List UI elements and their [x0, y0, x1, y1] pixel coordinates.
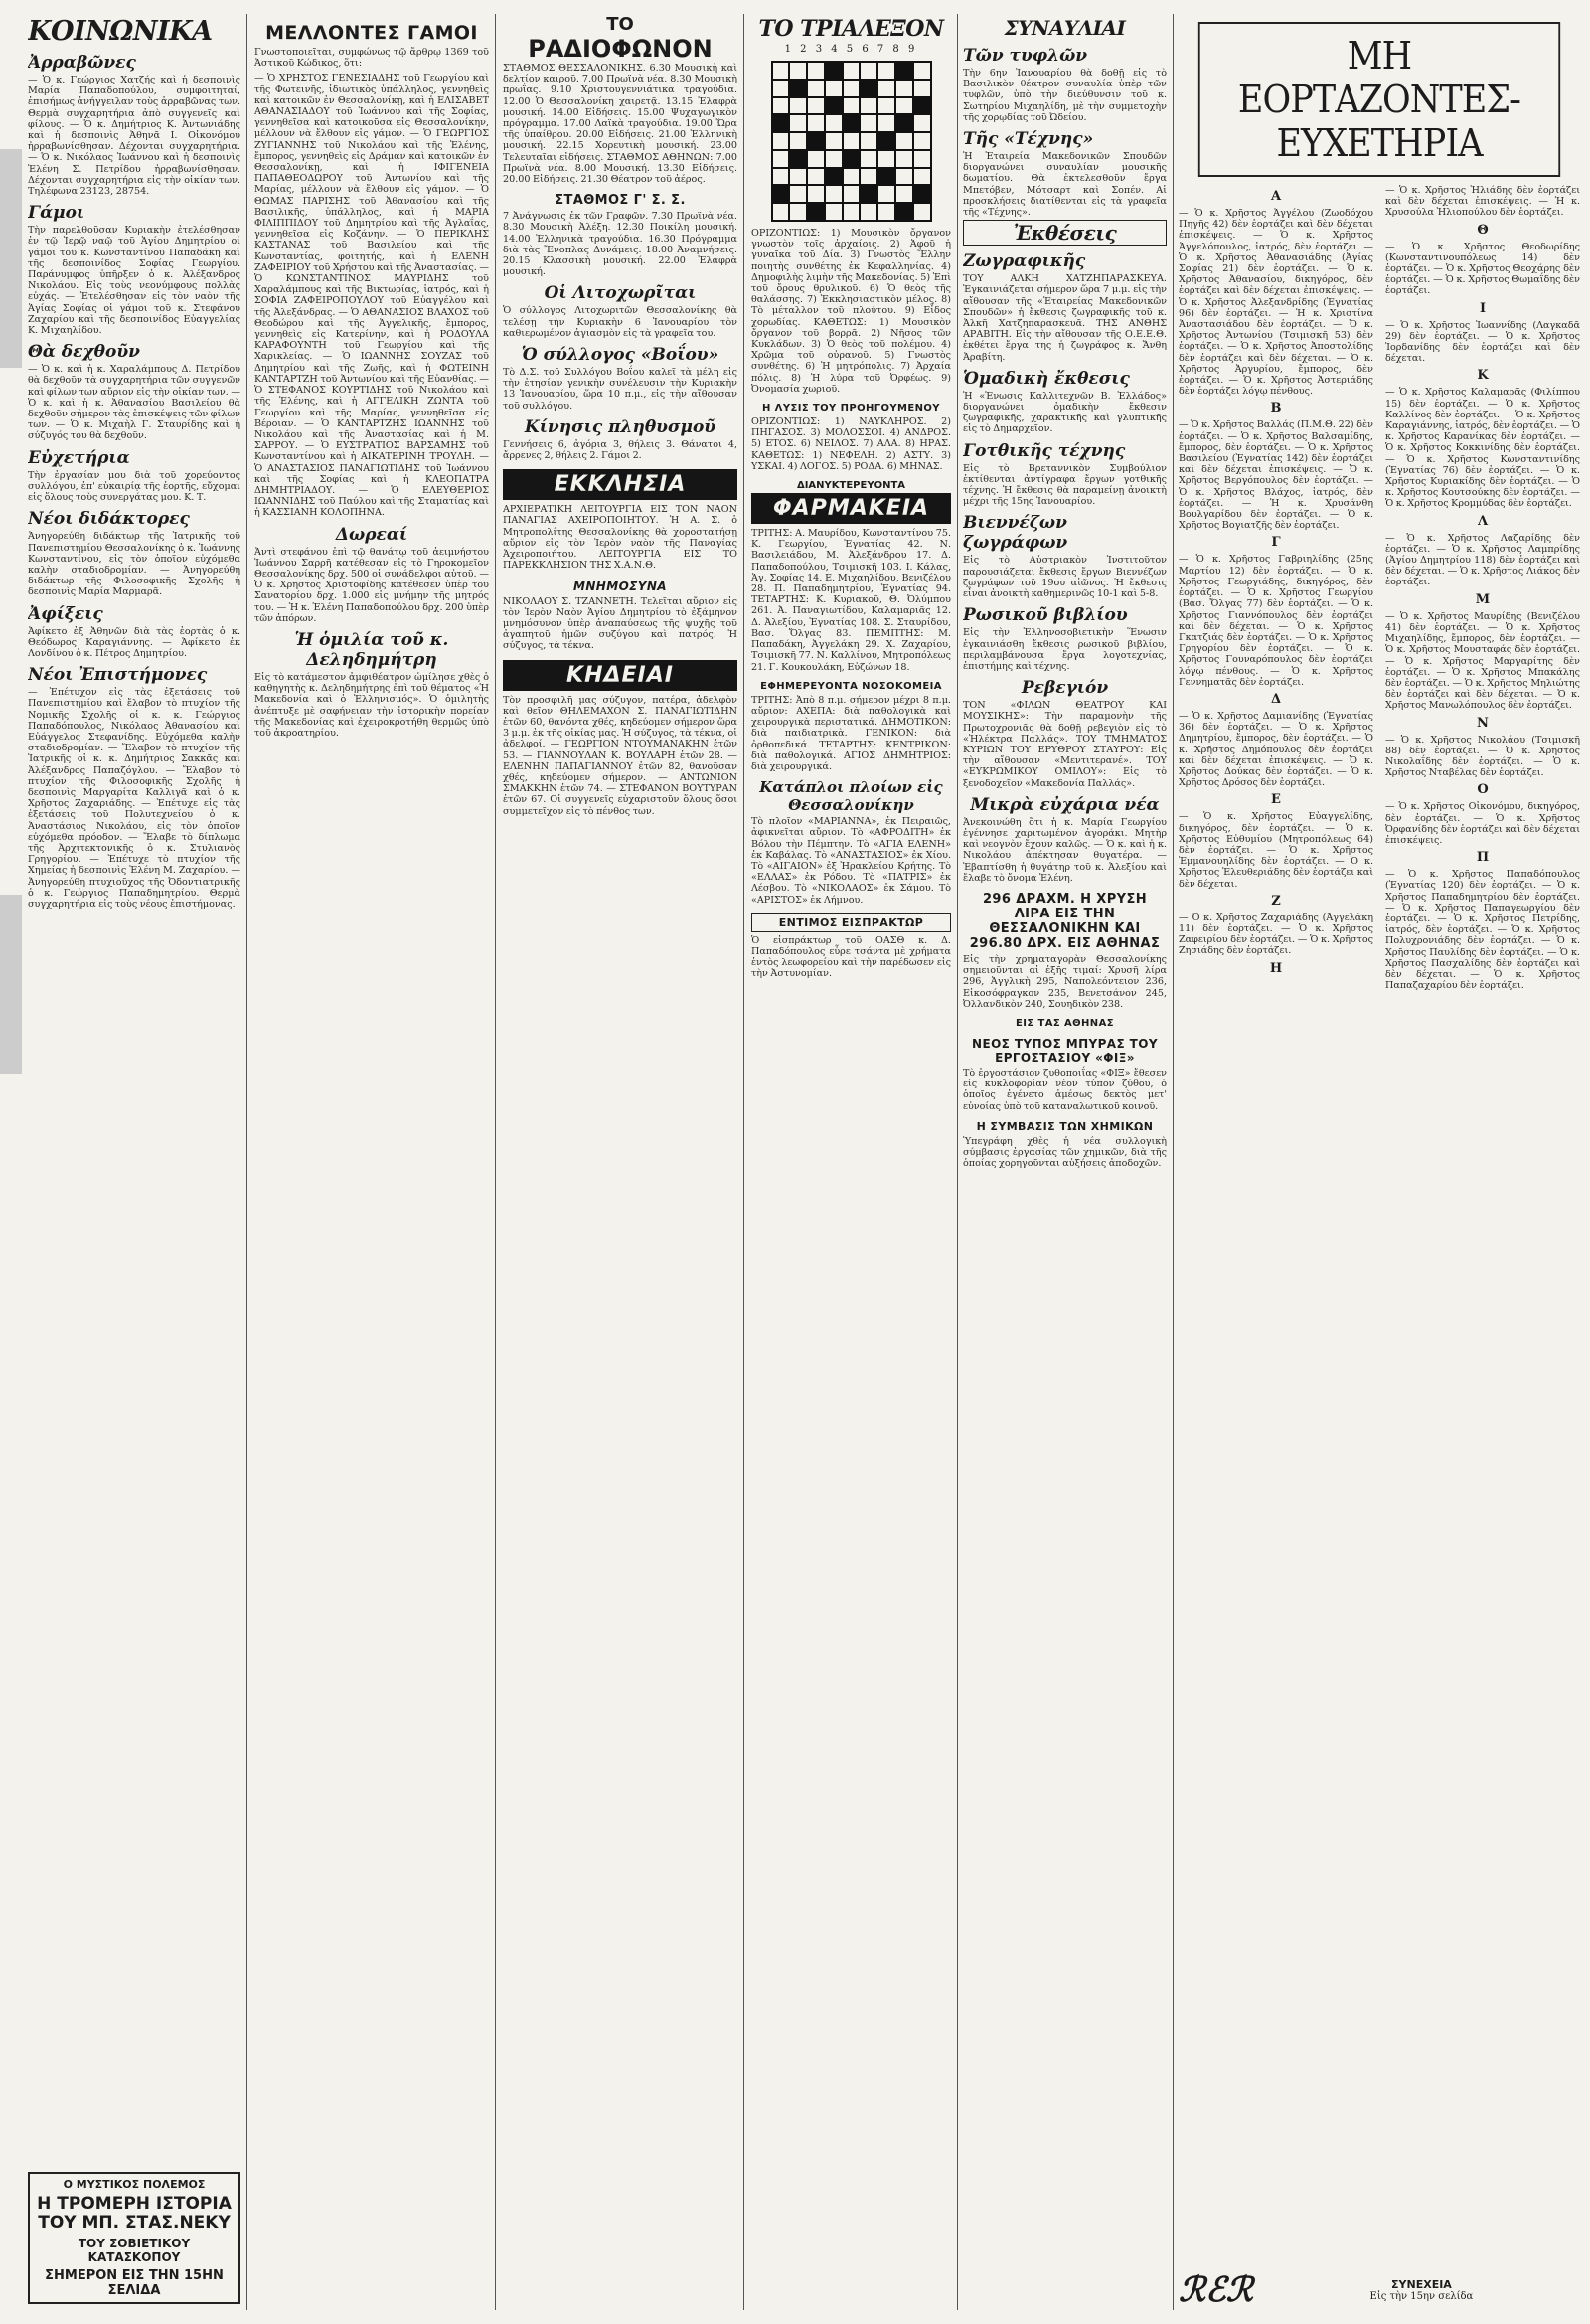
alphabet-letter-heading: Δ — [1270, 691, 1282, 707]
article-text: Γεννήσεις 6, ἀγόρια 3, θήλεις 3. Θάνατοι 4, ἄρρενες 2, θήλεις 2. Γάμοι 2. — [503, 438, 737, 462]
subheading-small-news: Μικρὰ εὐχάρια νέα — [970, 794, 1160, 815]
article-text: Εἰς τὴν χρηματαγορὰν Θεσσαλονίκης σημειοῦνται αἱ ἑξῆς τιμαί: Χρυσῆ λίρα 296, Ἀγγλικὴ 295, Ναπολεόντειον 236, Εἰκοσόφραγκον 235, Βενετσάνον 245, Ὀλλανδικὸν 240, Σουηδικὸν 238. — [963, 953, 1167, 1010]
alphabet-letter-heading: Μ — [1475, 591, 1491, 607]
column-rule — [246, 14, 247, 2310]
heading-line: ΡΑΔΙΟΦΩΝΟΝ — [528, 35, 713, 63]
name-day-entries: — Ὁ κ. Χρῆστος Καλαμαρᾶς (Φιλίππου 15) δὲν ἑορτάζει. — Ὁ κ. Χρῆστος Καλλίνος δὲν ἑορτάζει. — Ὁ κ. Χρῆστος Καραγιάννης, ἰατρός, δὲν ἑορτάζει. — Ὁ κ. Χρῆστος Καρανίκας δὲν ἑορτάζει. — Ὁ κ. Χρῆστος Κοκκινίδης δὲν ἑορτάζει. — Ὁ κ. Χρῆστος Κωνσταντινίδης (Ἐγνατίας 76) δὲν ἑορτάζει. — Ὁ κ. Χρῆστος Κυριακίδης δὲν ἑορτάζει. — Ὁ κ. Χρῆστος Κουτσούκης δὲν ἑορτάζει. — Ὁ κ. Χρῆστος Κρομμύδας δὲν ἑορτάζει. — [1385, 387, 1580, 510]
name-day-entries: — Ὁ κ. Χρῆστος Μαυρίδης (Βενιζέλου 41) δὲν ἑορτάζει. — Ὁ κ. Χρῆστος Μιχαηλίδης, ἔμπορος, δὲν ἑορτάζει. — Ὁ κ. Χρῆστος Μουσταφάς δὲν ἑορτάζει. — Ὁ κ. Χρῆστος Μαργαρίτης δὲν ἑορτάζει. — Ὁ κ. Χρῆστος Μπακάλης δὲν ἑορτάζει. — Ὁ κ. Χρῆστος Μηλιώτης δὲν ἑορτάζει καὶ δὲν δέχεται. — Ὁ κ. Χρῆστος Μανωλόπουλος δὲν ἑορτάζει. — [1385, 610, 1580, 712]
section-title-non-celebrants: ΜΗ ΕΟΡΤΑΖΟΝΤΕΣ-ΕΥΧΕΤΗΡΙΑ — [1198, 22, 1560, 177]
subheading-lecture: Ἡ ὁμιλία τοῦ κ. Δεληδημήτρη — [294, 629, 449, 670]
headline-chemists-contract: Η ΣΥΜΒΑΣΙΣ ΤΩΝ ΧΗΜΙΚΩΝ — [976, 1119, 1154, 1133]
section-heading-funerals: ΚΗΔΕΙΑΙ — [503, 660, 737, 691]
article-text: Ὑπεγράφη χθὲς ἡ νέα συλλογικὴ σύμβασις ἐργασίας τῶν χημικῶν, διὰ τῆς ὁποίας χορηγοῦνται αὐξήσεις ἀποδοχῶν. — [963, 1135, 1167, 1170]
column-marriages — [254, 14, 489, 2310]
alphabet-letter-heading: Κ — [1477, 368, 1489, 384]
continuation-label — [1263, 2278, 1580, 2302]
subheading-group-exhibition: Ὁμαδικὴ ἔκθεσις — [963, 368, 1130, 389]
continuation-page: Εἰς τὴν 15ην σελίδα — [1369, 2291, 1474, 2302]
column-rule — [495, 14, 496, 2310]
crossword-solution: ΟΡΙΖΟΝΤΙΩΣ: 1) ΝΑΥΚΛΗΡΟΣ. 2) ΠΗΓΑΣΟΣ. 3) ΜΟΛΟΣΣΟΙ. 4) ΑΝΔΡΟΣ. 5) ΕΤΟΣ. 6) ΝΕΙΛΟΣ. 7) ΑΛΑ. 8) ΗΡΑΣ. ΚΑΘΕΤΩΣ: 1) ΝΕΦΕΛΗ. 2) ΑΣΤΥ. 3) ΥΣΚΑΙ. 4) ΛΟΓΟΣ. 5) ΡΟΔΑ. 6) ΜΗΝΑΣ. — [751, 416, 951, 472]
section-heading-social: ΚΟΙΝΩΝΙΚΑ — [28, 16, 213, 47]
column-non-celebrants — [1179, 14, 1580, 2310]
article-text: Τὴν ἐργασίαν μου διὰ τοῦ χορεύοντος συλλόγου, ἐπ' εὐκαιρίᾳ τῆς ἑορτῆς, εὔχομαι εἰς ὅλους τοὺς συνεργάτας μου. Κ. Τ. — [28, 469, 240, 504]
subheading-memorials: ΜΝΗΜΟΣΥΝΑ — [573, 579, 667, 593]
name-day-entries: — Ὁ κ. Χρῆστος Οἰκονόμου, δικηγόρος, δὲν ἑορτάζει. — Ὁ κ. Χρῆστος Ὀρφανίδης δὲν ἑορτάζει καὶ δὲν δέχεται ἐπισκέψεις. — [1385, 801, 1580, 846]
serial-story-ad — [28, 2172, 240, 2304]
subheading-donations: Δωρεαί — [335, 524, 408, 545]
continuation-note — [1179, 2266, 1580, 2310]
section-heading-concerts: ΣΥΝΑΥΛΙΑΙ — [1004, 16, 1126, 40]
name-day-entries: — Ὁ κ. Χρῆστος Δαμιανίδης (Ἐγνατίας 36) δὲν ἑορτάζει. — Ὁ κ. Χρῆστος Δημητρίου, ἔμπορος, δὲν ἑορτάζει. — Ὁ κ. Χρῆστος Δημόπουλος δὲν ἑορτάζει καὶ δὲν δέχεται ἐπισκέψεις. — Ὁ κ. Χρῆστος Δούκας δὲν ἑορτάζει. — Ὁ κ. Χρῆστος Δρόσος δὲν ἑορτάζει. — [1179, 710, 1373, 789]
article-text: Ἀνεκοινώθη ὅτι ἡ κ. Μαρία Γεωργίου ἐγέννησε χαριτωμένον ἀγοράκι. Μητὴρ καὶ νεογνὸν ἔχουν καλῶς. — Ὁ κ. καὶ ἡ κ. Νικολάου ἀπέκτησαν θυγατέρα. — Ἐβαπτίσθη ἡ θυγάτηρ τοῦ κ. Ἀλεξίου καὶ ἔλαβε τὸ ὄνομα Ἑλένη. — [963, 816, 1167, 884]
ad-footer: ΣΗΜΕΡΟΝ ΕΙΣ ΤΗΝ 15ΗΝ ΣΕΛΙΔΑ — [45, 2268, 224, 2298]
article-text: — Ἐπέτυχον εἰς τὰς ἐξετάσεις τοῦ Πανεπιστημίου καὶ ἔλαβον τὸ πτυχίον τῆς Νομικῆς Σχολῆς οἱ κ. κ. Γεώργιος Παπαδόπουλος, Νικόλαος Ἀθανασίου καὶ Εὐάγγελος Στεφανίδης. Εὐχόμεθα καλὴν σταδιοδρομίαν. — Ἔλαβον τὸ πτυχίον τῆς Ἰατρικῆς οἱ κ. κ. Δημήτριος Σακκᾶς καὶ Ἀλέξανδρος Παπαζόγλου. — Ἔλαβον τὸ πτυχίον τῆς Φιλοσοφικῆς Σχολῆς ἡ δεσποινὶς Μαργαρίτα Καλλιγᾶ καὶ ὁ κ. Χρῆστος Ζαχαριάδης. — Ἐπέτυχε εἰς τὰς ἐξετάσεις τοῦ Πολυτεχνείου ὁ κ. Ἀναστάσιος Νικολάου, εἰς τὸν ὁποῖον εὐχόμεθα πρόοδον. — Ἔλαβε τὸ δίπλωμα τῆς Ἀρχιτεκτονικῆς ὁ κ. Στυλιανὸς Γρηγορίου. — Ἐπέτυχε τὸ πτυχίον τῆς Χημείας ἡ δεσποινὶς Ἑλένη Μ. Ζαχαρίου. — Ἀνηγορεύθη πτυχιοῦχος τῆς Ὀδοντιατρικῆς ὁ κ. Γεώργιος Παπαδημητρίου. Θερμὰ συγχαρητήρια εἰς τοὺς νέους ἐπιστήμονας. — [28, 687, 240, 910]
ad-title: Η ΤΡΟΜΕΡΗ ΙΣΤΟΡΙΑ ΤΟΥ ΜΠ. ΣΤΑΣ.ΝΕΚΥ — [37, 2194, 232, 2233]
article-text: Εἰς τὸ Βρεταννικὸν Συμβούλιον ἐκτίθενται ἀντίγραφα ἔργων γοτθικῆς τέχνης. Ἡ ἔκθεσις θὰ παραμείνῃ ἀνοικτὴ μέχρι τῆς 15ης Ἰανουαρίου. — [963, 462, 1167, 508]
name-day-entries: — Ὁ κ. Χρῆστος Νικολάου (Τσιμισκῆ 88) δὲν ἑορτάζει. — Ὁ κ. Χρῆστος Νικολαΐδης δὲν ἑορτάζει. — Ὁ κ. Χρῆστος Νταβέλας δὲν ἑορτάζει. — [1385, 734, 1580, 779]
ornament-icon: ℛℰℛ — [1179, 2270, 1253, 2310]
article-text: Ὁ σύλλογος Λιτοχωριτῶν Θεσσαλονίκης θὰ τελέσῃ τὴν Κυριακὴν 6 Ἰανουαρίου τὸν καθιερωμένον ἀγιασμὸν εἰς τὰ γραφεῖα του. — [503, 305, 737, 339]
column-rule — [1173, 14, 1174, 2310]
subheading-population: Κίνησις πληθυσμοῦ — [524, 416, 716, 437]
subheading-greetings: Εὐχετήρια — [28, 447, 130, 468]
alphabet-letter-heading: Ε — [1271, 792, 1281, 808]
article-text: Τὴν παρελθοῦσαν Κυριακὴν ἐτελέσθησαν ἐν τῷ Ἱερῷ ναῷ τοῦ Ἁγίου Δημητρίου οἱ γάμοι τοῦ κ. Κωνσταντίνου Παπαδάκη καὶ τῆς δεσποινίδος Σοφίας Γεωργίου. Παράνυμφος ὑπῆρξεν ὁ κ. Ἀλέξανδρος Νικολάου. Εἰς τοὺς νεονύμφους πολλὰς εὐχάς. — Ἐτελέσθησαν εἰς τὸν ναὸν τῆς Ἁγίας Σοφίας οἱ γάμοι τοῦ κ. Στεφάνου Ζαχαρίου καὶ τῆς δεσποινίδος Εὐαγγελίας Κ. Μιχαηλίδου. — [28, 225, 240, 337]
article-text: Ἡ «Ἑνωσις Καλλιτεχνῶν Β. Ἑλλάδος» διοργανώνει ὁμαδικὴν ἔκθεσιν ζωγραφικῆς, χαρακτικῆς καὶ γλυπτικῆς εἰς τὸ Δημαρχεῖον. — [963, 390, 1167, 435]
subheading-doctors: Νέοι διδάκτορες — [28, 509, 190, 530]
crossword-clues: ΟΡΙΖΟΝΤΙΩΣ: 1) Μουσικὸν ὄργανον γνωστὸν τοῖς ἀρχαίοις. 2) Ἀφοῦ ἡ γυναῖκα τοῦ Δία. 3) Γνωστὸς Ἕλλην ποιητὴς συνθέτης ἐκ Κεφαλληνίας. 4) Δημοφιλὴς λιμὴν τῆς Μακεδονίας. 5) Ἐπὶ τοῦ ὄρους θρυλικοῦ. 6) Ὁ θεὸς τῆς θαλάσσης. 7) Ἐκκλησιαστικὸν μέλος. 8) Τὸ μέταλλον τοῦ πλούτου. 9) Εἶδος χορωδίας. ΚΑΘΕΤΩΣ: 1) Μουσικὸν ὄργανον τοῦ βορρᾶ. 2) Νῆσος τῶν Κυκλάδων. 3) Ὁ θεὸς τοῦ πολέμου. 4) Χρῶμα τοῦ οὐρανοῦ. 5) Γνωστὸς συνθέτης. 6) Ἡ μητρόπολις. 7) Ἀρχαία πόλις. 8) Ἡ λύρα τοῦ Ὀρφέως. 9) Ὀνομασία χωριοῦ. — [751, 228, 951, 395]
article-text: ΝΙΚΟΛΑΟΥ Σ. ΤΖΑΝΝΕΤΗ. Τελεῖται αὔριον εἰς τὸν Ἱερὸν Ναὸν Ἁγίου Δημητρίου τὸ ἐξάμηνον μνημόσυνον ὑπὲρ ἀναπαύσεως τῆς ψυχῆς τοῦ ἀγαπητοῦ ἡμῶν συζύγου καὶ πατρός. Ἡ σύζυγος, τὰ τέκνα. — [503, 595, 737, 652]
article-text: Ἀφίκετο ἐξ Ἀθηνῶν διὰ τὰς ἑορτὰς ὁ κ. Θεόδωρος Καραγιάννης. — Ἀφίκετο ἐκ Λονδίνου ὁ κ. Πέτρος Δημητρίου. — [28, 625, 240, 659]
name-day-list — [1179, 185, 1580, 991]
article-text: Τὸ ἐργοστάσιον ζυθοποιΐας «ΦΙΞ» ἔθεσεν εἰς κυκλοφορίαν νέον τύπον ζύθου, ὁ ὁποῖος ἐγένετο ἀμέσως δεκτὸς μετ' εὐνοίας ὑπὸ τοῦ καταναλωτικοῦ κοινοῦ. — [963, 1067, 1167, 1112]
article-text: ΑΡΧΙΕΡΑΤΙΚΗ ΛΕΙΤΟΥΡΓΙΑ ΕΙΣ ΤΟΝ ΝΑΟΝ ΠΑΝΑΓΙΑΣ ΑΧΕΙΡΟΠΟΙΗΤΟΥ. Ἡ Α. Σ. ὁ Μητροπολίτης Θεσσαλονίκης θὰ χοροστατήσῃ αὔριον εἰς τὸν Ἱερὸν ναὸν τῆς Παναγίας Ἀχειροποιήτου. ΛΕΙΤΟΥΡΓΙΑ ΕΙΣ ΤΟ ΠΑΡΕΚΚΛΗΣΙΟΝ ΤΗΣ Χ.Α.Ν.Θ. — [503, 504, 737, 572]
subheading-athens: ΕΙΣ ΤΑΣ ΑΘΗΝΑΣ — [1016, 1017, 1114, 1029]
alphabet-letter-heading: Ι — [1479, 300, 1487, 316]
hospital-list: ΤΡΙΤΗΣ: Ἀπὸ 8 π.μ. σήμερον μέχρι 8 π.μ. αὔριον: ΑΧΕΠΑ: διὰ παθολογικὰ καὶ χειρουργικὰ περιστατικά. ΔΗΜΟΤΙΚΟΝ: διὰ παιδιατρικὰ. ΓΕΝΙΚΟΝ: διὰ ὀρθοπεδικά. ΤΕΤΑΡΤΗΣ: ΚΕΝΤΡΙΚΟΝ: διὰ παθολογικά. ΑΓΙΟΣ ΔΗΜΗΤΡΙΟΣ: διὰ χειρουργικά. — [751, 694, 951, 772]
subheading-painting: Ζωγραφικῆς — [963, 251, 1086, 272]
subheading-russian-book: Ρωσικοῦ βιβλίου — [963, 605, 1128, 626]
name-day-entries: — Ὁ κ. Χρῆστος Θεοδωρίδης (Κωνσταντινουπόλεως 14) δὲν ἑορτάζει. — Ὁ κ. Χρῆστος Θεοχάρης δὲν ἑορτάζει. — Ὁ κ. Χρῆστος Θωμαΐδης δὲν ἑορτάζει. — [1385, 241, 1580, 297]
article-text: — Ὁ κ. καὶ ἡ κ. Χαραλάμπους Δ. Πετρίδου θὰ δεχθοῦν τὰ συγχαρητήρια τῶν συγγενῶν καὶ φίλων των αὔριον εἰς τὴν οἰκίαν των. — Ὁ κ. καὶ ἡ κ. Ἀθανασίου Βασιλείου θὰ δεχθοῦν σήμερον τὰς ἐπισκέψεις τῶν φίλων των. — Ὁ κ. Μιχαὴλ Γ. Σταυρίδης καὶ ἡ σύζυγός του θὰ δεχθοῦν. — [28, 364, 240, 442]
article-text: Τὸ Δ.Σ. τοῦ Συλλόγου Βοΐου καλεῖ τὰ μέλη εἰς τὴν ἐτησίαν γενικὴν συνέλευσιν τὴν Κυριακὴν 13 Ἰανουαρίου, ὥρα 10 π.μ., εἰς τὴν αἴθουσαν τοῦ συλλόγου. — [503, 367, 737, 412]
subheading-engagements: Ἀρραβῶνες — [28, 53, 136, 73]
subheading-gothic: Γοτθικῆς τέχνης — [963, 440, 1126, 461]
article-text: Ἀνηγορεύθη διδάκτωρ τῆς Ἰατρικῆς τοῦ Πανεπιστημίου Θεσσαλονίκης ὁ κ. Ἰωάννης Κωνσταντίνου, εἰς τὸν ὁποῖον εὐχόμεθα καλὴν σταδιοδρομίαν. — Ἀνηγορεύθη διδάκτωρ τῆς Φιλοσοφικῆς Σχολῆς ἡ δεσποινὶς Μαρία Μαρμαρᾶ. — [28, 531, 240, 598]
article-text: Τὴν 6ην Ἰανουαρίου θὰ δοθῇ εἰς τὸ Βασιλικὸν θέατρον συναυλία ὑπὲρ τῶν τυφλῶν, ὑπὸ τὴν διεύθυνσιν τοῦ κ. Σωτηρίου Μιχαηλίδη, μὲ τὴν συμμετοχὴν τῆς χορῳδίας τοῦ Ὠδείου. — [963, 68, 1167, 123]
subheading-arrivals: Ἀφίξεις — [28, 603, 103, 624]
column-radio-church — [503, 14, 737, 2310]
article-text: Ὁ εἰσπράκτωρ τοῦ ΟΑΣΘ κ. Δ. Παπαδόπουλος εὗρε τσάντα μὲ χρήματα ἐντὸς λεωφορείου καὶ τὴν παρέδωσεν εἰς τὴν Ἀστυνομίαν. — [751, 934, 951, 980]
subheading-techni: Τῆς «Τέχνης» — [963, 129, 1094, 150]
pharmacy-list: ΤΡΙΤΗΣ: Α. Μαυρίδου, Κωνσταντίνου 75. Κ. Γεωργίου, Ἐγνατίας 42. Ν. Βασιλειάδου, Μ. Ἀλεξάνδρου 17. Δ. Παπαδοπούλου, Τσιμισκῆ 103. Ι. Κάλας, Ἁγ. Σοφίας 14. Ε. Μιχαηλίδου, Βενιζέλου 28. Π. Παπαδημητρίου, Ἐγνατίας 94. ΤΕΤΑΡΤΗΣ: Κ. Κυριακοῦ, Θ. Ὀλύμπου 261. Ἀ. Παναγιωτίδου, Καλαμαριᾶς 12. Δ. Ἀλεξίου, Ἐγνατίας 108. Σ. Σταυρίδου, Βασ. Ὄλγας 83. ΠΕΜΠΤΗΣ: Μ. Παπαδάκη, Ἀγγελάκη 29. Χ. Ζαχαρίου, Τσιμισκῆ 77. Ν. Καλλίνου, Μητροπόλεως 21. Γ. Κουκουλάκη, Εὐζώνων 18. — [751, 528, 951, 673]
name-day-entries: — Ὁ κ. Χρῆστος Βαλλάς (Π.Μ.Θ. 22) δὲν ἑορτάζει. — Ὁ κ. Χρῆστος Βαλσαμίδης, ἔμπορος, δὲν ἑορτάζει. — Ὁ κ. Χρῆστος Βασιλείου (Ἐγνατίας 142) δὲν ἑορτάζει καὶ δὲν δέχεται ἐπισκέψεις. — Ὁ κ. Χρῆστος Βεργόπουλος δὲν ἑορτάζει. — Ὁ κ. Χρῆστος Βλάχος, ἰατρός, δὲν ἑορτάζει. — Ἡ κ. Χρυσάνθη Βουλγαρίδου δὲν ἑορτάζει. — Ὁ κ. Χρῆστος Βογιατζῆς δὲν ἑορτάζει. — [1179, 419, 1373, 532]
column-concerts-exhibitions-visible — [963, 14, 1167, 2310]
column-rule — [957, 14, 958, 2310]
name-day-entries: — Ὁ κ. Χρῆστος Ζαχαριάδης (Ἀγγελάκη 11) δὲν ἑορτάζει. — Ὁ κ. Χρῆστος Ζαφειρίου δὲν ἑορτάζει. — Ὁ κ. Χρῆστος Ζησιάδης δὲν ἑορτάζει. — [1179, 912, 1373, 957]
article-text: 7 Ἀνάγνωσις ἐκ τῶν Γραφῶν. 7.30 Πρωϊνὰ νέα. 8.30 Μουσικὴ Ἀλέξη. 12.30 Ποικίλη μουσική. 14.00 Ἐλληνικὰ τραγούδια. 16.30 Πρόγραμμα διὰ τὰς Ἔνοπλας Δυνάμεις. 18.00 Ἀναμνήσεις. 20.15 Κλασσικὴ μουσική. 22.00 Ἐλαφρὰ μουσική. — [503, 211, 737, 278]
alphabet-letter-heading: Λ — [1477, 513, 1489, 529]
article-text: — Ὁ κ. Γεώργιος Χατζής καὶ ἡ δεσποινὶς Μαρία Παπαδοπούλου, συμφοιτηταί, ἐπισήμως ἀνήγγειλαν τοὺς ἀρραβῶνας των. Θερμὰ συγχαρητήρια ἀπὸ συγγενεῖς καὶ φίλους. — Ὁ κ. Δημήτριος Κ. Ἀντωνιάδης καὶ ἡ δεσποινὶς Ἀθηνᾶ Ι. Οἰκονόμου ἠρραβωνίσθησαν. Δέχονται συγχαρητήρια. — Ὁ κ. Νικόλαος Ἰωάννου καὶ ἡ δεσποινὶς Ἑλένη Σ. Πετρίδου ἠρραβωνίσθησαν. Δέχονται συγχαρητήρια εἰς τὴν οἰκίαν των. Τηλέφωνα 23123, 28754. — [28, 75, 240, 198]
article-text: Τὸν προσφιλῆ μας σύζυγον, πατέρα, ἀδελφὸν καὶ θεῖον ΘΗΛΕΜΑΧΟΝ Σ. ΠΑΝΑΓΙΩΤΙΔΗΝ ἐτῶν 60, θανόντα χθές, κηδεύομεν σήμερον ὥρα 3 μ.μ. ἐκ τῆς οἰκίας μας. Ἡ σύζυγος, τὰ τέκνα, οἱ ἀδελφοί. — ΓΕΩΡΓΙΟΝ ΝΤΟΥΜΑΝΑΚΗΝ ἐτῶν 53. — ΓΙΑΝΝΟΥΛΑΝ Κ. ΒΟΥΛΑΡΗ ἐτῶν 28. — ΕΛΕΝΗΝ ΠΑΠΑΓΙΑΝΝΟΥ ἐτῶν 82, θανοῦσαν χθές, κηδεύομεν σήμερον. — ΑΝΤΩΝΙΟΝ ΣΜΑΚΚΗΝ ἐτῶν 74. — ΣΤΕΦΑΝΟΝ ΒΟΥΤΥΡΑΝ ἐτῶν 67. Οἱ συγγενεῖς εὐχαριστοῦν ὅλους ὅσοι συμμετεῖχον εἰς τὸ πένθος των. — [503, 694, 737, 817]
subheading-station: ΣΤΑΘΜΟΣ Γ' Σ. Σ. — [555, 193, 686, 209]
continuation-title: ΣΥΝΕΧΕΙΑ — [1391, 2278, 1452, 2291]
article-text: ΣΤΑΘΜΟΣ ΘΕΣΣΑΛΟΝΙΚΗΣ. 6.30 Μουσικὴ καὶ δελτίον καιροῦ. 7.00 Πρωϊνὰ νέα. 8.30 Μουσικὴ πρωΐας. 9.10 Χριστουγεννιάτικα τραγούδια. 12.00 Ὁ Θεσσαλονίκη χαιρετᾷ. 13.15 Ἐλαφρὰ μουσική. 14.00 Εἰδήσεις. 15.00 Ψυχαγωγικὸν πρόγραμμα. 17.00 Λαϊκὰ τραγούδια. 19.00 Ὥρα τῆς ὑπαίθρου. 20.00 Εἰδήσεις. 21.00 Ἑλληνικὴ μουσική. 22.15 Χορευτικὴ μουσική. 23.00 Τελευταῖαι εἰδήσεις. ΣΤΑΘΜΟΣ ΑΘΗΝΩΝ: 7.00 Πρωϊνὰ νέα. 8.00 Μουσική. 13.30 Εἰδήσεις. 20.00 Εἰδήσεις. 21.30 Θέατρον τοῦ ἀέρος. — [503, 63, 737, 186]
subheading-ship-arrivals: Κατάπλοι πλοίων εἰς Θεσσαλονίκην — [759, 778, 943, 815]
name-day-entries: — Ὁ κ. Χρῆστος Ἀγγέλου (Ζωοδόχου Πηγῆς 42) δὲν ἑορτάζει καὶ δὲν δέχεται ἐπισκέψεις. — Ὁ κ. Χρῆστος Ἀγγελόπουλος, ἰατρός, δὲν ἑορτάζει. — Ὁ κ. Χρῆστος Ἀθανασιάδης (Ἀγίας Σοφίας 21) δὲν ἑορτάζει. — Ὁ κ. Χρῆστος Ἀθανασίου, δικηγόρος, δὲν ἑορτάζει καὶ δὲν δέχεται ἐπισκέψεις. — Ὁ κ. Χρῆστος Ἀλεξανδρίδης (Ἐγνατίας 96) δὲν ἑορτάζει. — Ἡ κ. Χριστίνα Ἀναστασιάδου δὲν ἑορτάζει. — Ὁ κ. Χρῆστος Ἀντωνίου (Τσιμισκῆ 53) δὲν ἑορτάζει. — Ὁ κ. Χρῆστος Ἀποστολίδης δὲν ἑορτάζει καὶ δὲν δέχεται. — Ὁ κ. Χρῆστος Ἀργυρίου, ἔμπορος, δὲν ἑορτάζει. — Ὁ κ. Χρῆστος Ἀστεριάδης δὲν ἑορτάζει λόγῳ πένθους. — [1179, 208, 1373, 398]
ad-line: ΚΑΤΑΣΚΟΠΟΥ — [87, 2250, 181, 2264]
article-text: ΤΟΝ «ΦΙΛΩΝ ΘΕΑΤΡΟΥ ΚΑΙ ΜΟΥΣΙΚΗΣ»: Τὴν παραμονὴν τῆς Πρωτοχρονιᾶς θὰ δοθῇ ρεβεγιὸν εἰς τὸ «Ἡλέκτρα Παλλάς». ΤΟΥ ΤΜΗΜΑΤΟΣ ΚΥΡΙΩΝ ΤΟΥ ΕΡΥΘΡΟΥ ΣΤΑΥΡΟΥ: Εἰς τὴν αἴθουσαν «Μεντιτερανέ». ΤΟΥ «ΕΥΚΡΩΜΙΚΟΥ ΟΜΙΛΟΥ»: Εἰς τὸ ξενοδοχεῖον «Μακεδονία Παλλάς». — [963, 700, 1167, 789]
subheading-voio: Ὁ σύλλογος «Βοΐου» — [521, 345, 719, 366]
subheading-receptions: Θὰ δεχθοῦν — [28, 342, 140, 363]
alphabet-letter-heading: Ζ — [1271, 893, 1281, 909]
subheading-night-pharmacies: ΔΙΑΝΥΚΤΕΡΕΥΟΝΤΑ — [796, 480, 906, 492]
column-puzzle-pharmacies — [751, 14, 951, 2310]
article-text: Ἀντὶ στεφάνου ἐπὶ τῷ θανάτῳ τοῦ ἀειμνήστου Ἰωάννου Σαρρῆ κατέθεσαν εἰς τὸ Γηροκομεῖον Θεσσαλονίκης δρχ. 500 οἱ συνάδελφοι αὐτοῦ. — Ὁ κ. Χρῆστος Χριστοφίδης κατέθεσεν ὑπὲρ τοῦ Σανατορίου δρχ. 1.000 εἰς μνήμην τῆς μητρός του. — Ἡ κ. Ἑλένη Παπαδοπούλου δρχ. 200 ὑπὲρ τῶν ἀπόρων. — [254, 546, 489, 624]
name-day-entries: — Ὁ κ. Χρῆστος Εὐαγγελίδης, δικηγόρος, δὲν ἑορτάζει. — Ὁ κ. Χρῆστος Εὐθυμίου (Μητροπόλεως 64) δὲν ἑορτάζει. — Ὁ κ. Χρῆστος Ἐμμανουηλίδης δὲν ἑορτάζει. — Ὁ κ. Χρῆστος Ἐλευθεριάδης δὲν ἑορτάζει καὶ δὲν δέχεται. — [1179, 811, 1373, 890]
article-text: Εἰς τὸ κατάμεστον ἀμφιθέατρον ὡμίλησε χθὲς ὁ καθηγητὴς κ. Δεληδημήτρης ἐπὶ τοῦ θέματος «Ἡ Μακεδονία καὶ ὁ Ἑλληνισμός». Ὁ ὁμιλητὴς ἀνέπτυξε μὲ σαφήνειαν τὴν ἱστορικὴν πορείαν τῆς Μακεδονίας καὶ ἐχειροκροτήθη θερμῶς ὑπὸ τοῦ ἀκροατηρίου. — [254, 671, 489, 739]
section-heading-pharmacies: ΦΑΡΜΑΚΕΙΑ — [751, 493, 951, 524]
left-margin-ribbon-lower — [0, 895, 22, 1074]
subheading-litochoro: Οἱ Λιτοχωρῖται — [544, 283, 697, 304]
alphabet-letter-heading: Ν — [1477, 715, 1489, 731]
section-heading-radio — [503, 14, 737, 63]
article-text: Ἡ Ἑταιρεία Μακεδονικῶν Σπουδῶν διοργανώνει συναυλίαν μουσικῆς δωματίου. Θὰ ἐκτελεσθοῦν ἔργα Μπετόβεν, Μότσαρτ καὶ Σοπέν. Αἱ προσκλήσεις διατίθενται εἰς τὰ γραφεῖα τῆς «Τέχνης». — [963, 151, 1167, 219]
name-day-entries: — Ὁ κ. Χρῆστος Ἡλιάδης δὲν ἑορτάζει καὶ δὲν δέχεται ἐπισκέψεις. — Ἡ κ. Χρυσούλα Ἠλιοπούλου δὲν ἑορτάζει. — [1385, 185, 1580, 219]
section-heading-church: ΕΚΚΛΗΣΙΑ — [503, 469, 737, 500]
name-day-entries: — Ὁ κ. Χρῆστος Γαβριηλίδης (25ης Μαρτίου 12) δὲν ἑορτάζει. — Ὁ κ. Χρῆστος Γεωργιάδης, δικηγόρος, δὲν ἑορτάζει. — Ὁ κ. Χρῆστος Γεωργίου (Βασ. Ὄλγας 77) δὲν ἑορτάζει. — Ὁ κ. Χρῆστος Γιαννόπουλος δὲν ἑορτάζει καὶ δὲν δέχεται. — Ὁ κ. Χρῆστος Γκατζιάς δὲν ἑορτάζει. — Ὁ κ. Χρῆστος Γρηγορίου δὲν ἑορτάζει. — Ὁ κ. Χρῆστος Γουναρόπουλος δὲν ἑορτάζει λόγῳ πένθους. — Ὁ κ. Χρῆστος Γεννηματᾶς δὲν ἑορτάζει. — [1179, 554, 1373, 688]
article-text: Εἰς τὸ Αὐστριακὸν Ἰνστιτοῦτον παρουσιάζεται ἔκθεσις ἔργων Βιεννέζων ζωγράφων τοῦ 19ου αἰῶνος. Ἡ ἔκθεσις εἶναι ἀνοικτὴ καθημερινῶς 10-1 καὶ 5-8. — [963, 555, 1167, 600]
alphabet-letter-heading: Η — [1269, 960, 1283, 976]
name-day-entries: — Ὁ κ. Χρῆστος Παπαδόπουλος (Ἐγνατίας 120) δὲν ἑορτάζει. — Ὁ κ. Χρῆστος Παπαδημητρίου δὲν ἑορτάζει. — Ὁ κ. Χρῆστος Παπαγεωργίου δὲν ἑορτάζει. — Ὁ κ. Χρῆστος Πετρίδης, ἰατρός, δὲν ἑορτάζει. — Ὁ κ. Χρῆστος Πολυχρονιάδης δὲν ἑορτάζει. — Ὁ κ. Χρῆστος Παυλίδης δὲν ἑορτάζει. — Ὁ κ. Χρῆστος Πασχαλίδης δὲν ἑορτάζει καὶ δὲν δέχεται. — Ὁ κ. Χρῆστος Παπαζαχαρίου δὲν ἑορτάζει. — [1385, 869, 1580, 992]
alphabet-letter-heading: Α — [1270, 189, 1282, 204]
subheading-new-scientists: Νέοι Ἐπιστήμονες — [28, 665, 208, 686]
section-heading-crossword: ΤΟ ΤΡΙΑΛΕΞΟΝ — [758, 16, 944, 42]
heading-line: ΤΟ — [606, 14, 634, 35]
alphabet-letter-heading: Β — [1270, 401, 1282, 416]
ad-line: ΤΟΥ ΣΟΒΙΕΤΙΚΟΥ — [78, 2237, 191, 2250]
crossword-numbers: 1 2 3 4 5 6 7 8 9 — [784, 44, 918, 55]
section-heading-future-marriages: ΜΕΛΛΟΝΤΕΣ ΓΑΜΟΙ — [265, 22, 478, 44]
article-text: — Ὁ ΧΡΗΣΤΟΣ ΓΕΝΕΣΙΑΔΗΣ τοῦ Γεωργίου καὶ τῆς Φωτεινῆς, ἰδιωτικὸς ὑπάλληλος, γεννηθεὶς καὶ κατοικῶν ἐν Θεσσαλονίκῃ, καὶ ἡ ΕΛΙΣΑΒΕΤ ΑΘΑΝΑΣΙΑΔΟΥ τοῦ Ἰωάννου καὶ τῆς Σοφίας, γεννηθεῖσα καὶ κατοικοῦσα εἰς Θεσσαλονίκην, μέλλουν νὰ ἔλθουν εἰς γάμον. — Ὁ ΓΕΩΡΓΙΟΣ ΖΥΓΙΑΝΝΗΣ τοῦ Νικολάου καὶ τῆς Ἑλένης, ἔμπορος, γεννηθεὶς εἰς Δράμαν καὶ κατοικῶν ἐν Θεσσαλονίκῃ, καὶ ἡ ΙΦΙΓΕΝΕΙΑ ΠΑΠΑΘΕΟΔΩΡΟΥ τοῦ Ἀντωνίου καὶ τῆς Μαρίας, μέλλουν νὰ ἔλθουν εἰς γάμον. — Ὁ ΘΩΜΑΣ ΠΑΡΙΣΗΣ τοῦ Ἀθανασίου καὶ τῆς Βασιλικῆς, ὑπάλληλος, καὶ ἡ ΜΑΡΙΑ ΦΙΛΙΠΠΙΔΟΥ τοῦ Δημητρίου καὶ τῆς Ἀγλαΐας, γεννηθεῖσα εἰς Κοζάνην. — Ὁ ΠΕΡΙΚΛΗΣ ΚΑΣΤΑΝΑΣ τοῦ Βασιλείου καὶ τῆς Κωνσταντίας, φοιτητής, καὶ ἡ ΕΛΕΝΗ ΖΑΦΕΙΡΙΟΥ τοῦ Χρήστου καὶ τῆς Ἀναστασίας. — Ὁ ΚΩΝΣΤΑΝΤΙΝΟΣ ΜΑΥΡΙΔΗΣ τοῦ Χαραλάμπους καὶ τῆς Βικτωρίας, ἰατρός, καὶ ἡ ΣΟΦΙΑ ΖΑΦΕΙΡΟΠΟΥΛΟΥ τοῦ Εὐαγγέλου καὶ τῆς Ἀλεξάνδρας. — Ὁ ΑΘΑΝΑΣΙΟΣ ΒΛΑΧΟΣ τοῦ Θεοδώρου καὶ τῆς Ἀγγελικῆς, ἔμπορος, γεννηθεὶς εἰς Κατερίνην, καὶ ἡ ΡΟΔΟΥΛΑ ΚΑΡΑΦΟΥΝΤΗ τοῦ Γεωργίου καὶ τῆς Χαρικλείας. — Ὁ ΙΩΑΝΝΗΣ ΣΟΥΖΑΣ τοῦ Δημητρίου καὶ τῆς Ζωῆς, καὶ ἡ ΦΩΤΕΙΝΗ ΚΑΝΤΑΡΤΖΗ τοῦ Ἀντωνίου καὶ τῆς Εὐανθίας. — Ὁ ΣΤΕΦΑΝΟΣ ΚΟΥΡΤΙΔΗΣ τοῦ Νικολάου καὶ τῆς Ἑλένης, καὶ ἡ ΑΓΓΕΛΙΚΗ ΖΩΝΤΑ τοῦ Γεωργίου καὶ τῆς Μαρίας, γεννηθεῖσα εἰς Βέροιαν. — Ὁ ΚΑΝΤΑΡΤΖΗΣ ΙΩΑΝΝΗΣ τοῦ Νικολάου καὶ τῆς Ἀναστασίας καὶ ἡ Μ. ΣΑΡΡΟΥ. — Ὁ ΕΥΣΤΡΑΤΙΟΣ ΒΑΡΣΑΜΗΣ τοῦ Κωνσταντίνου καὶ ἡ ΑΙΚΑΤΕΡΙΝΗ ΤΡΟΥΛΗ. — Ὁ ΑΝΑΣΤΑΣΙΟΣ ΠΑΝΑΓΙΩΤΙΔΗΣ τοῦ Ἰωάννου καὶ τῆς Σοφίας καὶ ἡ ΚΛΕΟΠΑΤΡΑ ΔΗΜΗΤΡΙΑΔΟΥ. — Ὁ ΕΛΕΥΘΕΡΙΟΣ ΙΩΑΝΝΙΔΗΣ τοῦ Παύλου καὶ τῆς Σταματίας καὶ ἡ ΚΑΣΣΙΑΝΗ ΚΟΛΟΠΗΝΑ. — [254, 73, 489, 519]
subheading-weddings: Γάμοι — [28, 203, 85, 224]
subheading-reveillon: Ρεβεγιόν — [1021, 678, 1109, 699]
headline-gold-sovereign: 296 ΔΡΑΧΜ. Η ΧΡΥΣΗ ΛΙΡΑ ΕΙΣ ΤΗΝ ΘΕΣΣΑΛΟΝΙΚΗΝ ΚΑΙ 296.80 ΔΡΧ. ΕΙΣ ΑΘΗΝΑΣ — [969, 891, 1161, 951]
subheading-honest-collector: ΕΝΤΙΜΟΣ ΕΙΣΠΡΑΚΤΩΡ — [751, 913, 951, 932]
section-heading-exhibitions: Ἐκθέσεις — [963, 220, 1167, 246]
subheading-blind: Τῶν τυφλῶν — [963, 46, 1088, 66]
column-rule — [743, 14, 744, 2310]
name-day-entries: — Ὁ κ. Χρῆστος Λαζαρίδης δὲν ἑορτάζει. — Ὁ κ. Χρῆστος Λαμπρίδης (Ἀγίου Δημητρίου 118) δὲν ἑορτάζει καὶ δὲν δέχεται. — Ὁ κ. Χρῆστος Λιάκος δὲν ἑορτάζει. — [1385, 532, 1580, 588]
alphabet-letter-heading: Π — [1476, 850, 1490, 866]
article-text: Εἰς τὴν Ἑλληνοσοβιετικὴν Ἕνωσιν ἐγκαινιάσθη ἔκθεσις ρωσικοῦ βιβλίου, περιλαμβάνουσα ἔργα λογοτεχνίας, ἐπιστήμης καὶ τέχνης. — [963, 627, 1167, 672]
article-text: ΤΟΥ ΑΛΚΗ ΧΑΤΖΗΠΑΡΑΣΚΕΥΑ. Ἐγκαινιάζεται σήμερον ὥρα 7 μ.μ. εἰς τὴν αἴθουσαν τῆς «Ἑταιρείας Μακεδονικῶν Σπουδῶν» ἡ ἔκθεσις ζωγραφικῆς τοῦ κ. Ἀλκῆ Χατζηπαρασκευᾶ. ΤΗΣ ΑΝΘΗΣ ΑΡΑΒΙΤΗ. Εἰς τὴν αἴθουσαν τῆς Ο.Ε.Ε.Θ. ἐκθέτει ἔργα της ἡ ζωγράφος κ. Ἄνθη Ἀραβίτη. — [963, 273, 1167, 363]
article-text: Γνωστοποιεῖται, συμφώνως τῷ ἄρθρῳ 1369 τοῦ Ἀστικοῦ Κώδικος, ὅτι: — [254, 47, 489, 70]
subheading-hospitals: ΕΦΗΜΕΡΕΥΟΝΤΑ ΝΟΣΟΚΟΜΕΙΑ — [760, 680, 942, 692]
column-social — [28, 14, 240, 2310]
ship-list: Τὸ πλοῖον «ΜΑΡΙΑΝΝΑ», ἐκ Πειραιῶς, ἀφικνεῖται αὔριον. Τὸ «ΑΦΡΟΔΙΤΗ» ἐκ Βόλου τὴν Πέμπτην. Τὸ «ΑΓΙΑ ΕΛΕΝΗ» ἐκ Καβάλας. Τὸ «ΑΝΑΣΤΑΣΙΟΣ» ἐκ Χίου. Τὸ «ΑΙΓΑΙΟΝ» ἐξ Ἡρακλείου Κρήτης. Τὸ «ΕΛΛΑΣ» ἐκ Ρόδου. Τὸ «ΠΑΤΡΙΣ» ἐκ Λέσβου. Τὸ «ΝΙΚΟΛΑΟΣ» ἐκ Σάμου. Τὸ «ΑΡΙΣΤΟΣ» ἐκ Λήμνου. — [751, 816, 951, 906]
name-day-entries: — Ὁ κ. Χρῆστος Ἰωαννίδης (Λαγκαδᾶ 29) δὲν ἑορτάζει. — Ὁ κ. Χρῆστος Ἰορδανίδης δὲν ἑορτάζει καὶ δὲν δέχεται. — [1385, 319, 1580, 365]
ad-line: Ο ΜΥΣΤΙΚΟΣ ΠΟΛΕΜΟΣ — [63, 2178, 206, 2191]
subheading-viennese: Βιεννέζων ζωγράφων — [963, 513, 1068, 554]
alphabet-letter-heading: Ο — [1477, 782, 1489, 798]
headline-new-beer: ΝΕΟΣ ΤΥΠΟΣ ΜΠΥΡΑΣ ΤΟΥ ΕΡΓΟΣΤΑΣΙΟΥ «ΦΙΞ» — [972, 1036, 1158, 1065]
alphabet-letter-heading: Θ — [1477, 222, 1489, 238]
subheading-solution: Η ΛΥΣΙΣ ΤΟΥ ΠΡΟΗΓΟΥΜΕΝΟΥ — [762, 403, 940, 415]
left-margin-ribbon — [0, 149, 22, 368]
crossword-grid — [771, 61, 932, 222]
alphabet-letter-heading: Γ — [1271, 535, 1281, 551]
